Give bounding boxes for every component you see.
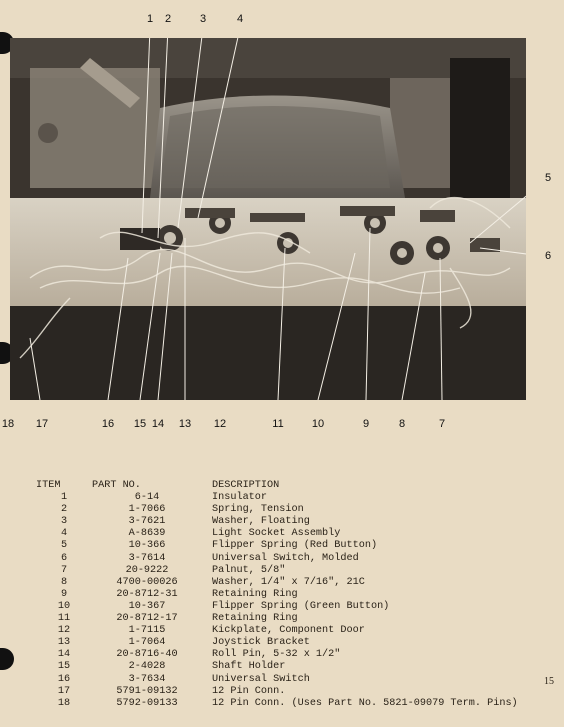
table-row [36,540,518,552]
item-number: 5 [60,540,68,552]
item-number: 3 [60,516,68,528]
part-description: Joystick Bracket [212,637,310,649]
item-number: 16 [57,673,71,685]
callout-16: 16 [101,418,115,430]
callout-10: 10 [311,418,325,430]
item-number: 8 [60,576,68,588]
table-row [36,625,518,637]
table-row [36,661,518,673]
part-number: 6-14 [134,492,160,504]
callout-2: 2 [164,13,172,25]
part-number: 3-7634 [128,673,166,685]
table-row [36,504,518,516]
part-description: Retaining Ring [212,613,298,625]
callout-13: 13 [178,418,192,430]
callout-9: 9 [362,418,370,430]
table-row [36,649,518,661]
part-description: Insulator [212,492,268,504]
callout-15: 15 [133,418,147,430]
item-number: 6 [60,552,68,564]
table-row [36,553,518,565]
part-description: Washer, Floating [212,516,310,528]
part-description: Washer, 1/4" x 7/16", 21C [212,576,365,588]
part-description: Palnut, 5/8" [212,564,286,576]
callout-5: 5 [544,172,552,184]
part-number: A-8639 [128,528,166,540]
part-number: 20-8712-31 [116,588,178,600]
part-number: 4700-00026 [116,576,178,588]
part-description: Flipper Spring (Green Button) [212,600,390,612]
part-description: Spring, Tension [212,504,304,516]
part-number: 20-9222 [125,564,169,576]
item-number: 9 [60,588,68,600]
part-description: Flipper Spring (Red Button) [212,540,378,552]
item-number: 7 [60,564,68,576]
callout-11: 11 [272,418,284,430]
callout-12: 12 [213,418,227,430]
table-row [36,686,518,698]
part-number: 20-8712-17 [116,613,178,625]
part-number: 5792-09133 [116,697,178,709]
table-row [36,492,518,504]
part-number: 5791-09132 [116,685,178,697]
table-row [36,698,518,710]
part-number: 2-4028 [128,661,166,673]
part-number: 10-367 [128,600,166,612]
part-description: Roll Pin, 5-32 x 1/2" [212,649,341,661]
binder-hole [0,648,14,670]
item-number: 14 [57,649,71,661]
callout-7: 7 [438,418,446,430]
parts-table-body [36,492,518,710]
parts-list-table [36,480,518,710]
item-number: 12 [57,625,71,637]
part-number: 1-7066 [128,504,166,516]
part-number: 1-7064 [128,637,166,649]
part-description: Kickplate, Component Door [212,625,365,637]
header-description: DESCRIPTION [212,480,280,491]
part-number: 10-366 [128,540,166,552]
page-number: 15 [544,676,554,687]
part-description: Retaining Ring [212,588,298,600]
item-number: 10 [57,600,71,612]
callout-6: 6 [544,250,552,262]
item-number: 2 [60,504,68,516]
callout-3: 3 [199,13,207,25]
table-row [36,637,518,649]
part-description: Shaft Holder [212,661,286,673]
table-row [36,528,518,540]
callout-14: 14 [151,418,165,430]
part-description: Light Socket Assembly [212,528,341,540]
part-description: Universal Switch [212,673,310,685]
callout-17: 17 [35,418,49,430]
callout-18: 18 [1,418,15,430]
item-number: 17 [57,685,71,697]
item-number: 15 [57,661,71,673]
header-part-no: PART NO. [92,480,141,491]
part-description: 12 Pin Conn. [212,685,286,697]
part-number: 1-7115 [128,625,166,637]
part-number: 20-8716-40 [116,649,178,661]
callout-4: 4 [236,13,244,25]
part-number: 3-7614 [128,552,166,564]
item-number: 13 [57,637,71,649]
table-row [36,565,518,577]
table-row [36,674,518,686]
table-row [36,589,518,601]
item-number: 1 [60,492,68,504]
parts-table-header [36,480,518,492]
header-item: ITEM [36,480,61,491]
component-door-photo [10,38,526,400]
item-number: 18 [57,697,71,709]
table-row [36,613,518,625]
part-number: 3-7621 [128,516,166,528]
item-number: 4 [60,528,68,540]
part-description: Universal Switch, Molded [212,552,359,564]
table-row [36,601,518,613]
table-row [36,577,518,589]
callout-1: 1 [146,13,154,25]
table-row [36,516,518,528]
part-description: 12 Pin Conn. (Uses Part No. 5821-09079 Term. Pins) [212,697,518,709]
callout-leaders [10,38,526,400]
item-number: 11 [57,613,71,625]
callout-8: 8 [398,418,406,430]
